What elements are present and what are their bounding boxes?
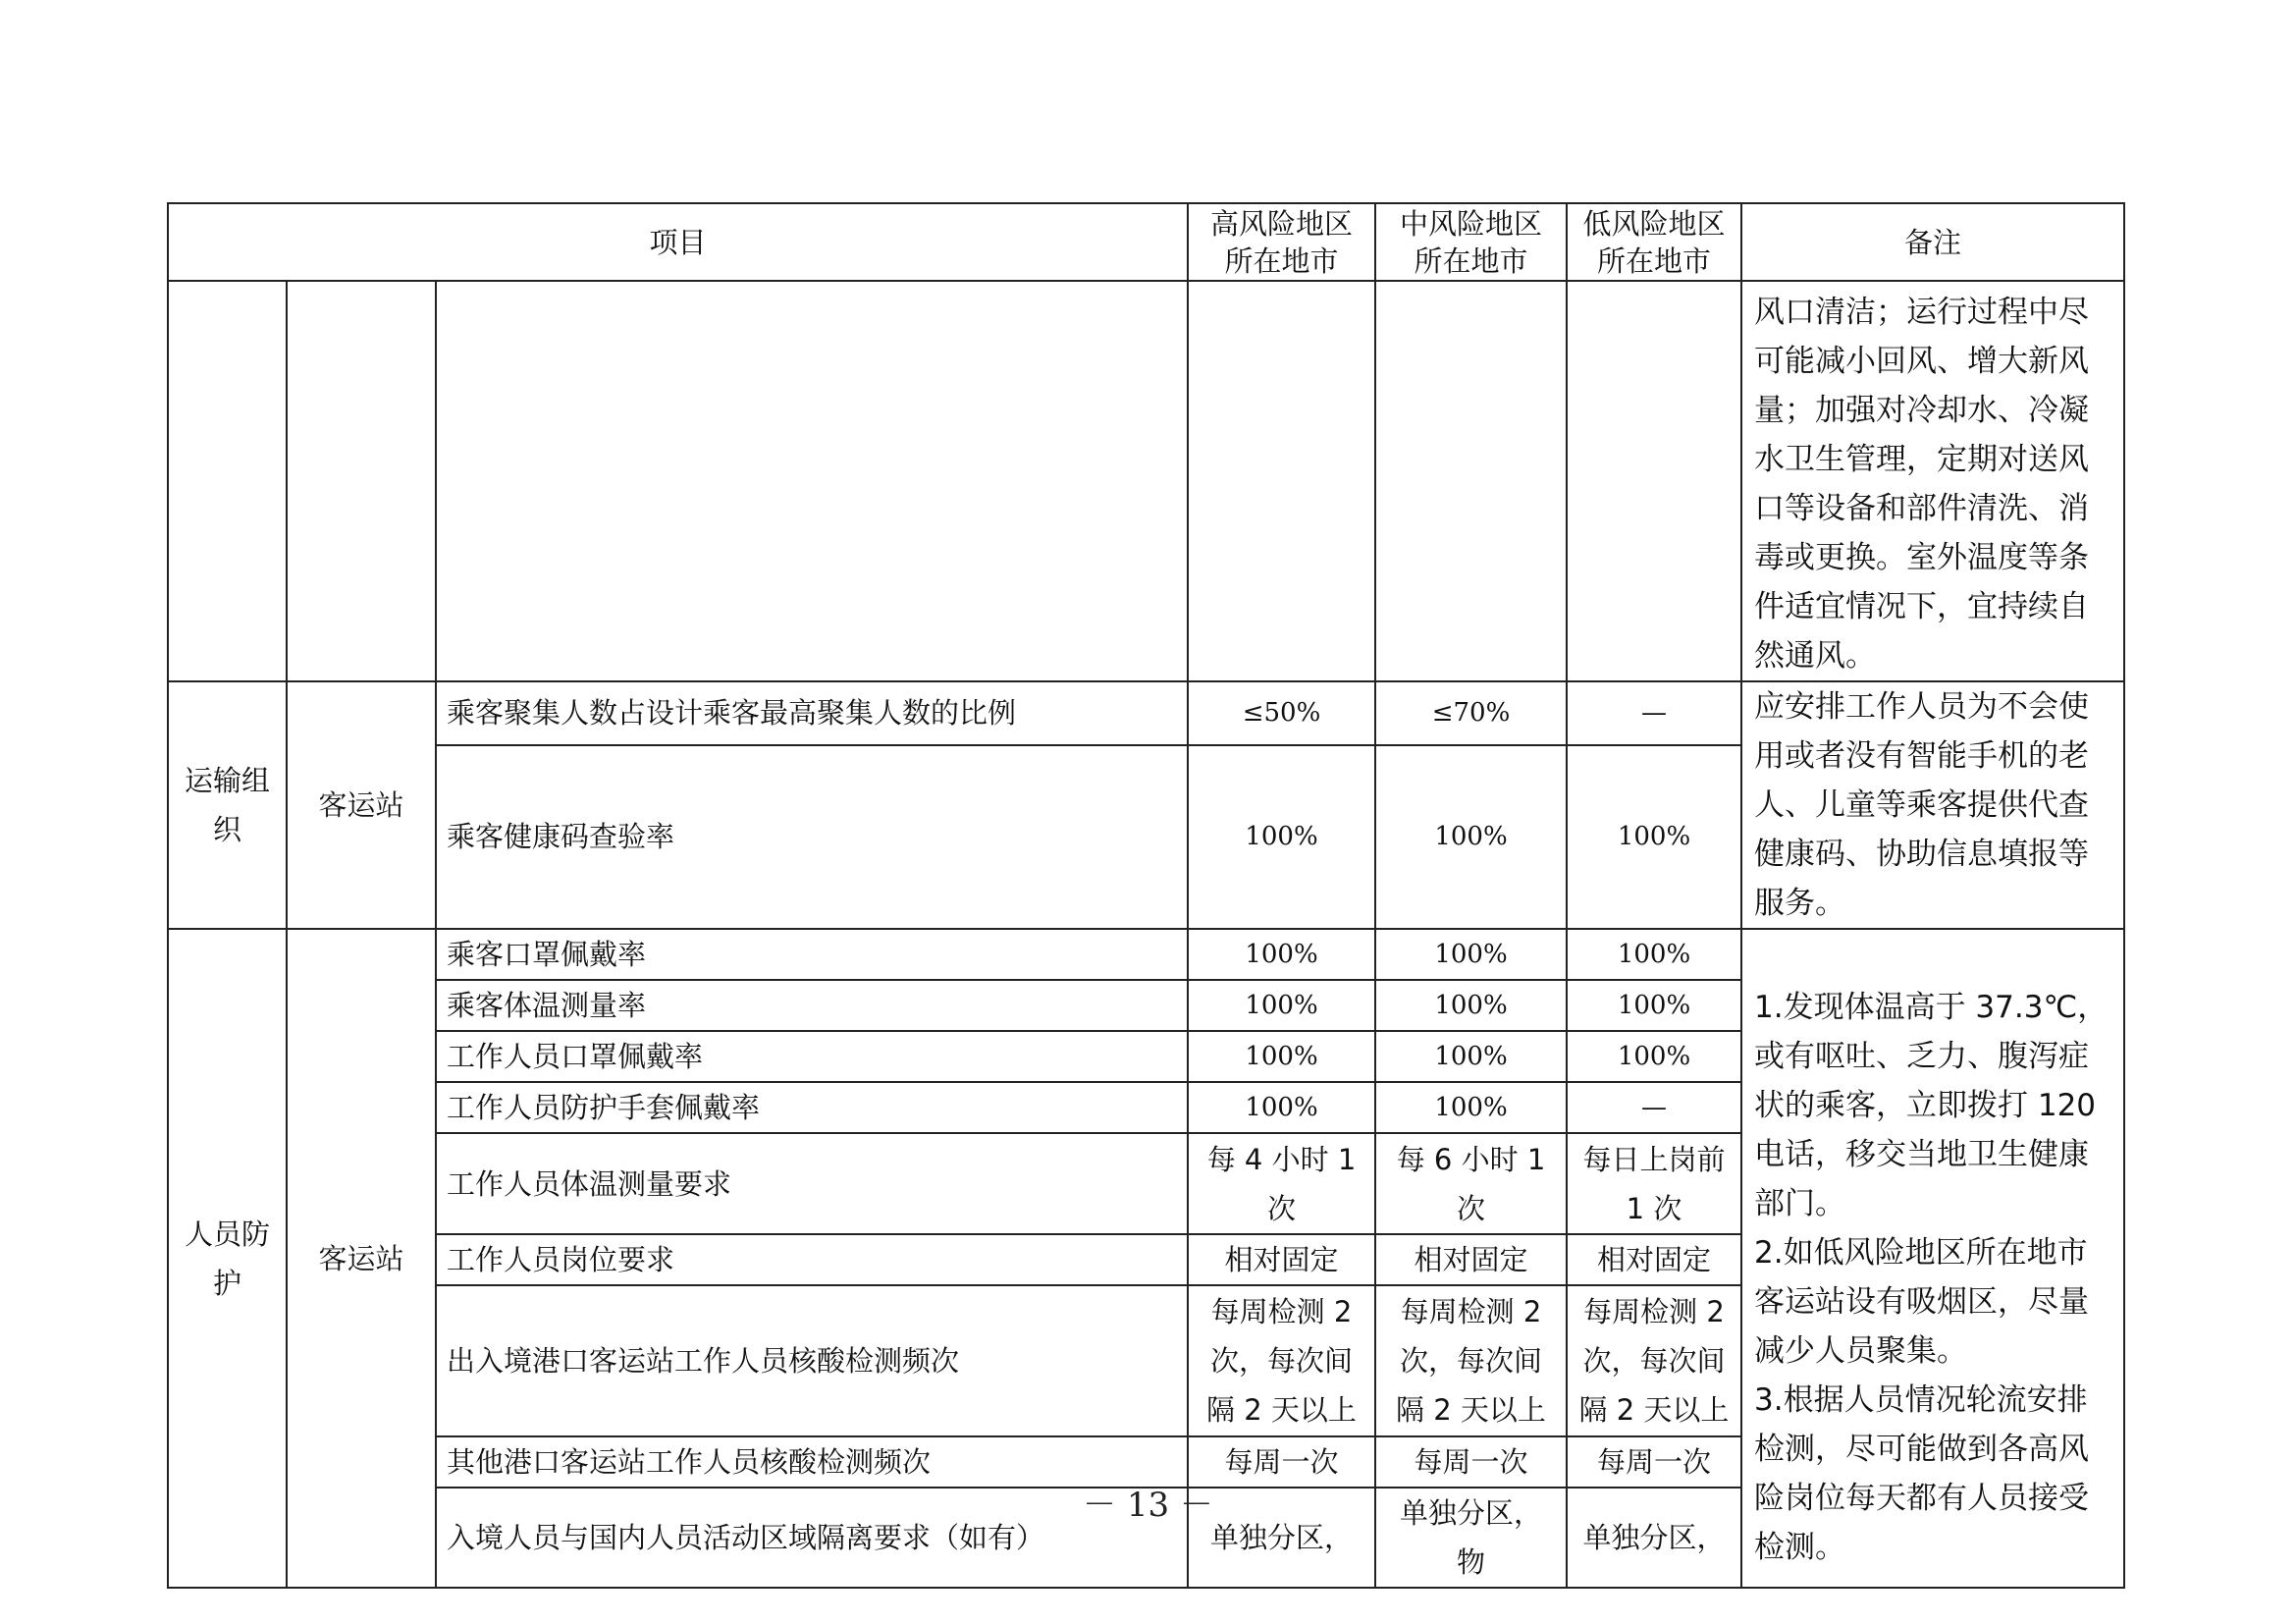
remark-line: 3.根据人员情况轮流安排检测，尽可能做到各高风险岗位每天都有人员接受检测。 <box>1754 1382 2089 1565</box>
empty-cell <box>1567 281 1741 681</box>
mid-value-cell: 单独分区，物 <box>1375 1488 1567 1588</box>
low-value-cell: 相对固定 <box>1567 1234 1741 1285</box>
mid-value-cell: 每周检测 2 次，每次间隔 2 天以上 <box>1375 1285 1567 1436</box>
empty-cell <box>168 281 287 681</box>
high-value-cell: ≤50% <box>1188 681 1375 745</box>
high-value-cell: 100% <box>1188 980 1375 1031</box>
item-cell: 工作人员防护手套佩戴率 <box>436 1082 1188 1133</box>
header-item: 项目 <box>168 203 1188 281</box>
low-value-cell: 100% <box>1567 1031 1741 1082</box>
high-value-cell: 100% <box>1188 929 1375 980</box>
high-value-cell: 每 4 小时 1 次 <box>1188 1133 1375 1234</box>
table-row <box>168 929 2124 980</box>
item-cell: 乘客聚集人数占设计乘客最高聚集人数的比例 <box>436 681 1188 745</box>
header-low-risk: 低风险地区 所在地市 <box>1567 203 1741 281</box>
remark-line: 1.发现体温高于 37.3℃，或有呕吐、乏力、腹泻症状的乘客，立即拨打 120 电话，移交当地卫生健康部门。 <box>1754 990 2109 1221</box>
mid-value-cell: 100% <box>1375 1031 1567 1082</box>
high-value-cell: 相对固定 <box>1188 1234 1375 1285</box>
low-value-cell: 每日上岗前 1 次 <box>1567 1133 1741 1234</box>
header-mid-risk: 中风险地区 所在地市 <box>1375 203 1567 281</box>
page-number: － 13 － <box>1083 1486 1213 1525</box>
item-cell: 乘客健康码查验率 <box>436 745 1188 929</box>
subcategory-station: 客运站 <box>287 681 436 929</box>
high-value-cell: 每周一次 <box>1188 1436 1375 1488</box>
category-protection: 人员防护 <box>168 929 287 1588</box>
item-cell: 出入境港口客运站工作人员核酸检测频次 <box>436 1285 1188 1436</box>
low-value-cell: 100% <box>1567 929 1741 980</box>
header-high-risk: 高风险地区 所在地市 <box>1188 203 1375 281</box>
item-cell: 入境人员与国内人员活动区域隔离要求（如有） <box>436 1488 1188 1588</box>
mid-value-cell: ≤70% <box>1375 681 1567 745</box>
table-header-row <box>168 203 2124 281</box>
measures-table <box>167 202 2125 1589</box>
low-value-cell: 单独分区， <box>1567 1488 1741 1588</box>
header-remark: 备注 <box>1741 203 2124 281</box>
remark-line: 2.如低风险地区所在地市客运站设有吸烟区，尽量减少人员聚集。 <box>1754 1235 2089 1369</box>
low-value-cell: 每周检测 2 次，每次间隔 2 天以上 <box>1567 1285 1741 1436</box>
low-value-cell: — <box>1567 1082 1741 1133</box>
empty-cell <box>287 281 436 681</box>
low-value-cell: 100% <box>1567 980 1741 1031</box>
item-cell: 其他港口客运站工作人员核酸检测频次 <box>436 1436 1188 1488</box>
mid-value-cell: 每周一次 <box>1375 1436 1567 1488</box>
subcategory-station: 客运站 <box>287 929 436 1588</box>
mid-value-cell: 相对固定 <box>1375 1234 1567 1285</box>
mid-value-cell: 100% <box>1375 929 1567 980</box>
item-cell: 工作人员岗位要求 <box>436 1234 1188 1285</box>
remark-cell-transport: 应安排工作人员为不会使用或者没有智能手机的老人、儿童等乘客提供代查健康码、协助信息填报等服务。 <box>1741 681 2124 929</box>
remark-cell-ventilation: 风口清洁；运行过程中尽可能减小回风、增大新风量；加强对冷却水、冷凝水卫生管理，定期对送风口等设备和部件清洗、消毒或更换。室外温度等条件适宜情况下，宜持续自然通风。 <box>1741 281 2124 681</box>
low-value-cell: 100% <box>1567 745 1741 929</box>
table-row <box>168 681 2124 745</box>
high-value-cell: 单独分区， <box>1188 1488 1375 1588</box>
table-row-continued <box>168 281 2124 681</box>
item-cell: 工作人员口罩佩戴率 <box>436 1031 1188 1082</box>
item-cell: 乘客口罩佩戴率 <box>436 929 1188 980</box>
high-value-cell: 100% <box>1188 745 1375 929</box>
mid-value-cell: 100% <box>1375 1082 1567 1133</box>
high-value-cell: 100% <box>1188 1082 1375 1133</box>
mid-value-cell: 每 6 小时 1 次 <box>1375 1133 1567 1234</box>
high-value-cell: 100% <box>1188 1031 1375 1082</box>
mid-value-cell: 100% <box>1375 980 1567 1031</box>
item-cell: 工作人员体温测量要求 <box>436 1133 1188 1234</box>
empty-cell <box>436 281 1188 681</box>
low-value-cell: — <box>1567 681 1741 745</box>
category-transport: 运输组织 <box>168 681 287 929</box>
empty-cell <box>1188 281 1375 681</box>
high-value-cell: 每周检测 2 次，每次间隔 2 天以上 <box>1188 1285 1375 1436</box>
low-value-cell: 每周一次 <box>1567 1436 1741 1488</box>
item-cell: 乘客体温测量率 <box>436 980 1188 1031</box>
mid-value-cell: 100% <box>1375 745 1567 929</box>
empty-cell <box>1375 281 1567 681</box>
